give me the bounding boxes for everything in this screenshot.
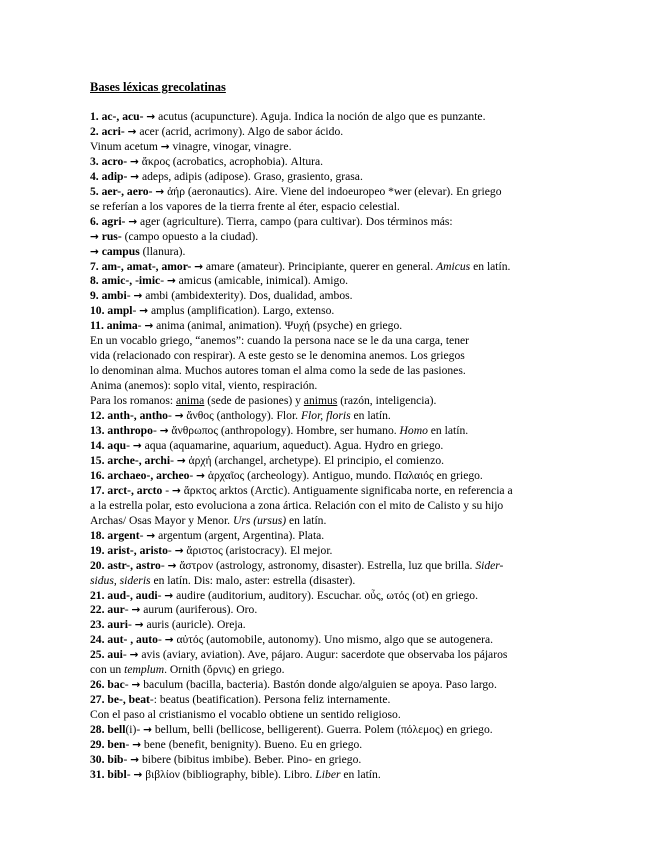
entry-term: 10. ampl <box>90 304 133 318</box>
document-line <box>90 394 570 409</box>
line-text: vinagre, vinogar, vinagre. <box>169 139 292 153</box>
entry-term: 30. bib <box>90 752 124 766</box>
line-text: (campo opuesto a la ciudad). <box>121 229 259 243</box>
arrow-icon: → <box>174 544 184 557</box>
line-text: - <box>167 543 175 557</box>
document-line <box>90 544 570 559</box>
document-line <box>90 693 570 708</box>
line-text: αὐτός (automobile, autonomy). Uno mismo, algo que se autogenera. <box>173 633 494 647</box>
line-text: audire (auditorium, auditory). Escuchar. οὖς, ωτός (ot) en griego. <box>173 588 478 602</box>
line-text: en latín. <box>286 513 327 527</box>
document-line <box>90 439 570 454</box>
arrow-icon: → <box>130 753 140 766</box>
entry-term: 7. am-, amat-, amor- <box>90 259 195 273</box>
line-text: amare (amateur). Principiante, querer en general. <box>203 259 437 273</box>
line-text: ἄνθος (anthology). Flor. <box>183 409 301 423</box>
document-line <box>90 663 570 678</box>
entry-term: 23. auri <box>90 618 129 632</box>
entry-term: 14. aqu <box>90 438 127 452</box>
arrow-icon: → <box>133 768 143 781</box>
line-text: argentum (argent, Argentina). Plata. <box>155 528 325 542</box>
line-text: Con el paso al cristianismo el vocablo obtiene un sentido religioso. <box>90 708 401 722</box>
arrow-icon: → <box>174 410 184 423</box>
line-text: templum <box>124 663 165 677</box>
document-body <box>90 110 570 783</box>
arrow-icon: → <box>167 559 177 572</box>
line-text: - <box>124 678 132 692</box>
line-text: lo denominan alma. Muchos autores toman el alma como la sede de las pasiones. <box>90 364 466 378</box>
document-line <box>90 170 570 185</box>
line-text: bellum, belli (bellicose, belligerent). Guerra. Polem (πόλεμος) en griego. <box>151 723 493 737</box>
entry-term: 11. anima <box>90 319 138 333</box>
document-line <box>90 648 570 663</box>
line-text: aqua (aquamarine, aquarium, aqueduct). Agua. Hydro en griego. <box>141 438 444 452</box>
arrow-icon: → <box>196 469 205 482</box>
arrow-icon: → <box>139 305 149 318</box>
document-line <box>90 424 570 439</box>
line-text: en latín. <box>427 424 469 438</box>
entry-term: 20. astr-, astro <box>90 558 161 572</box>
document-line <box>90 559 570 574</box>
arrow-icon: → <box>130 155 139 168</box>
line-text: aurum (auriferous). Oro. <box>140 603 258 617</box>
line-text: Anima (anemos): soplo vital, viento, respiración. <box>90 379 318 393</box>
document-line <box>90 364 570 379</box>
document-line <box>90 304 570 319</box>
arrow-icon: → <box>128 215 138 228</box>
arrow-icon: → <box>143 724 152 737</box>
line-text: Para los romanos: <box>90 394 176 408</box>
document-line <box>90 140 570 155</box>
line-text: - <box>123 752 131 766</box>
line-text: . Ornith (ὄρνις) en griego. <box>164 663 285 677</box>
document-line <box>90 469 570 484</box>
document-line <box>90 603 570 618</box>
line-text: - <box>189 468 197 482</box>
entry-term: 4. adip- <box>90 169 131 183</box>
line-text: Sider- <box>475 558 504 572</box>
line-text: acer (acrid, acrimony). Algo de sabor ácido. <box>136 124 344 138</box>
document-line <box>90 110 570 125</box>
entry-term: 15. arche-, archi <box>90 453 171 467</box>
entry-term: rus- <box>98 229 122 243</box>
document-line <box>90 499 570 514</box>
line-text: se referían a los vapores de la tierra frente al éter, espacio celestial. <box>90 199 400 213</box>
document-line <box>90 574 570 589</box>
line-text: - <box>139 528 147 542</box>
line-text: (i)- <box>125 723 144 737</box>
document-line <box>90 349 570 364</box>
line-text: vida (relacionado con respirar). A este gesto se le denomina anemos. Los griegos <box>90 349 465 363</box>
document-line <box>90 529 570 544</box>
line-text: - <box>125 738 133 752</box>
line-text: - <box>126 289 134 303</box>
arrow-icon: → <box>131 604 141 617</box>
line-text: en latín. Dis: malo, aster: estrella (disaster). <box>150 573 356 587</box>
document-line <box>90 245 570 260</box>
arrow-icon: → <box>155 185 165 198</box>
document-title: Bases léxicas grecolatinas <box>90 80 226 94</box>
document-line <box>90 289 570 304</box>
document-line <box>90 633 570 648</box>
line-text: - <box>128 618 135 632</box>
entry-term: 3. acro- <box>90 154 131 168</box>
line-text: - <box>160 558 168 572</box>
line-text: βιβλίον (bibliography, bible). Libro. <box>142 767 316 781</box>
entry-term: 31. bibl <box>90 767 127 781</box>
line-text: ἄριστος (aristocracy). El mejor. <box>183 543 333 557</box>
arrow-icon: → <box>146 529 156 542</box>
arrow-icon: → <box>164 634 174 647</box>
arrow-icon: → <box>127 125 137 138</box>
entry-term: 27. be-, beat <box>90 693 150 707</box>
document-line <box>90 738 570 753</box>
arrow-icon: → <box>129 649 139 662</box>
arrow-icon: → <box>172 484 181 497</box>
line-text: anima (animal, animation). Ψυχή (psyche) en griego. <box>153 319 403 333</box>
document-line <box>90 125 570 140</box>
line-text: ἄρκτος arktos (Arctic). Antiguamente significaba norte, en referencia a <box>180 483 513 497</box>
document-line <box>90 185 570 200</box>
arrow-icon: → <box>160 140 170 153</box>
line-text: Amicus <box>436 259 471 273</box>
line-text: auris (auricle). Oreja. <box>143 618 246 632</box>
entry-term: 13. anthropo <box>90 424 153 438</box>
arrow-icon: → <box>144 320 154 333</box>
entry-term: 29. ben <box>90 738 126 752</box>
arrow-icon: → <box>146 111 156 123</box>
line-text: amicus (amicable, inimical). Amigo. <box>175 274 349 288</box>
line-text: - <box>160 274 167 288</box>
line-text: ἀρχή (archangel, archetype). El principio, el comienzo. <box>185 453 445 467</box>
arrow-icon: → <box>132 739 142 752</box>
document-line <box>90 319 570 334</box>
document-line <box>90 768 570 783</box>
entry-term: 9. ambi <box>90 289 127 303</box>
document-line <box>90 230 570 245</box>
entry-term: 12. anth-, antho <box>90 409 168 423</box>
entry-term: 16. archaeo-, archeo <box>90 468 190 482</box>
line-text: - <box>132 304 140 318</box>
line-text: animus <box>303 394 338 408</box>
line-text: - <box>167 409 175 423</box>
line-text: ἄνθρωπος (anthropology). Hombre, ser humano. <box>168 424 400 438</box>
arrow-icon: → <box>134 619 144 632</box>
line-text: anima <box>175 394 205 408</box>
line-text: Liber <box>315 767 341 781</box>
entry-term: 19. arist-, aristo <box>90 543 168 557</box>
line-text: - <box>162 483 172 497</box>
line-text: sidus, sideris <box>90 573 151 587</box>
entry-term: 21. aud-, audi <box>90 588 158 602</box>
entry-term: 25. aui <box>90 648 123 662</box>
arrow-icon: → <box>133 290 143 303</box>
entry-term: 5. aer-, aero- <box>90 184 156 198</box>
entry-term: 6. agri- <box>90 214 129 228</box>
line-text: - <box>157 588 165 602</box>
line-text: En un vocablo griego, “anemos”: cuando la persona nace se le da una carga, tener <box>90 334 469 348</box>
line-text: ambi (ambidexterity). Dos, dualidad, ambos. <box>142 289 353 303</box>
entry-term: 28. bell <box>90 723 126 737</box>
line-text: (razón, inteligencia). <box>337 394 437 408</box>
line-text: bene (benefit, benignity). Bueno. Eu en griego. <box>141 738 363 752</box>
document-line <box>90 215 570 230</box>
line-text: -: beatus (beatification). Persona feliz internamente. <box>149 693 391 707</box>
line-text: adeps, adipis (adipose). Graso, grasiento, grasa. <box>139 169 363 183</box>
line-text: en latín. <box>470 259 511 273</box>
line-text: - <box>124 603 132 617</box>
line-text: ἄστρον (astrology, astronomy, disaster). Estrella, luz que brilla. <box>176 558 476 572</box>
entry-term: 18. argent <box>90 528 140 542</box>
document-page <box>90 80 570 783</box>
line-text: Flor, floris <box>300 409 351 423</box>
document-line <box>90 454 570 469</box>
arrow-icon: → <box>194 260 204 273</box>
arrow-icon: → <box>130 170 140 183</box>
document-line <box>90 753 570 768</box>
document-line <box>90 379 570 394</box>
line-text: - <box>157 633 165 647</box>
line-text: ἄκρος (acrobatics, acrophobia). Altura. <box>138 154 324 168</box>
entry-term: campus <box>98 244 140 258</box>
arrow-icon: → <box>164 589 174 602</box>
line-text: ἀήρ (aeronautics). Aire. Viene del indoeuropeo *wer (elevar). En griego <box>164 184 502 198</box>
line-text: - <box>122 648 130 662</box>
line-text: Homo <box>399 424 428 438</box>
line-text: a la estrella polar, esto evoluciona a zona ártica. Relación con el mito de Calisto y su hijo <box>90 498 504 512</box>
arrow-icon: → <box>132 439 142 452</box>
line-text: con un <box>90 663 125 677</box>
line-text: avis (aviary, aviation). Ave, pájaro. Augur: sacerdote que observaba los pájaros <box>138 648 508 662</box>
arrow-icon: → <box>90 245 99 258</box>
entry-term: 1. ac-, acu- <box>90 110 147 123</box>
line-text: acutus (acupuncture). Aguja. Indica la noción de algo que es punzante. <box>155 110 486 123</box>
arrow-icon: → <box>166 275 176 288</box>
line-text: ager (agriculture). Tierra, campo (para cultivar). Dos términos más: <box>137 214 453 228</box>
document-line <box>90 484 570 499</box>
line-text: en latín. <box>350 409 391 423</box>
line-text: - <box>137 319 145 333</box>
document-line <box>90 678 570 693</box>
line-text: - <box>126 767 134 781</box>
line-text: (sede de pasiones) y <box>204 394 304 408</box>
line-text: Archas/ Osas Mayor y Menor. <box>90 513 233 527</box>
document-line <box>90 618 570 633</box>
line-text: bibere (bibitus imbibe). Beber. Pino- en griego. <box>139 752 362 766</box>
line-text: Urs (ursus) <box>232 513 287 527</box>
line-text: - <box>126 438 133 452</box>
document-line <box>90 723 570 738</box>
line-text: en latín. <box>340 767 381 781</box>
document-line <box>90 260 570 275</box>
document-line <box>90 514 570 529</box>
document-line <box>90 334 570 349</box>
document-line <box>90 708 570 723</box>
entry-term: 17. arct-, arcto <box>90 483 163 497</box>
document-line <box>90 409 570 424</box>
document-line <box>90 274 570 289</box>
line-text: - <box>152 424 160 438</box>
line-text: baculum (bacilla, bacteria). Bastón donde algo/alguien se apoya. Paso largo. <box>140 678 497 692</box>
arrow-icon: → <box>131 679 141 692</box>
arrow-icon: → <box>90 230 99 243</box>
entry-term: 2. acri- <box>90 124 128 138</box>
document-line <box>90 589 570 604</box>
arrow-icon: → <box>159 425 169 438</box>
entry-term: 26. bac <box>90 678 125 692</box>
line-text: - <box>170 453 177 467</box>
line-text: (llanura). <box>139 244 186 258</box>
line-text: ἀρχαῖος (archeology). Antiguo, mundo. Παλαιός en griego. <box>204 468 483 482</box>
document-line <box>90 155 570 170</box>
entry-term: 22. aur <box>90 603 125 617</box>
entry-term: 8. amic-, -imic <box>90 274 161 288</box>
arrow-icon: → <box>176 454 186 467</box>
line-text: Vinum acetum <box>90 139 161 153</box>
document-line <box>90 200 570 215</box>
line-text: amplus (amplification). Largo, extenso. <box>148 304 335 318</box>
entry-term: 24. aut- , auto <box>90 633 158 647</box>
